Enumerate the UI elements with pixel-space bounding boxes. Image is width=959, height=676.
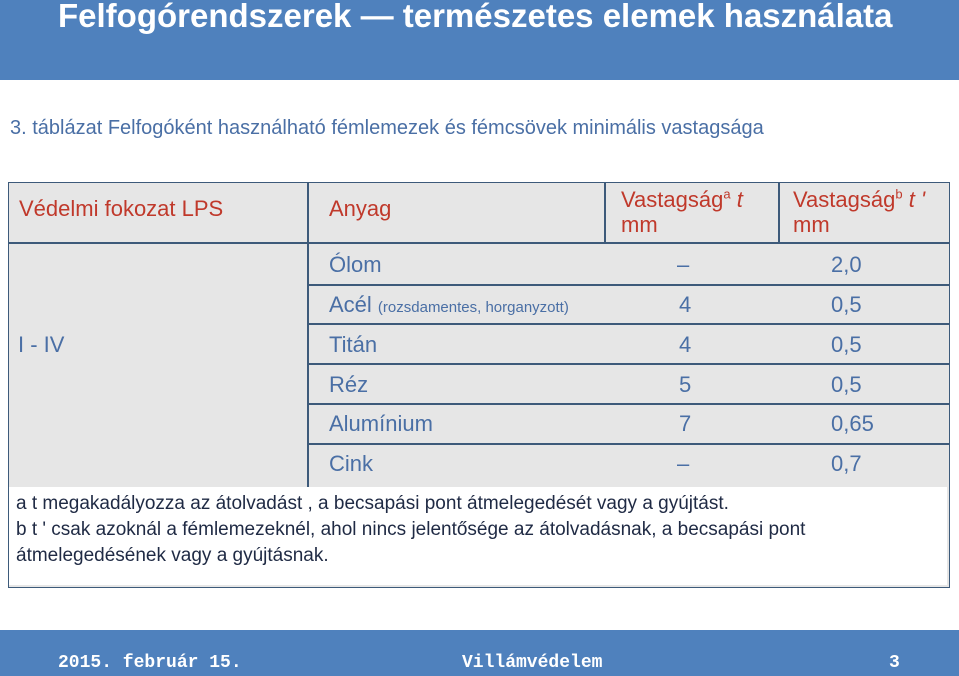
header-thickness-t-var: t [730, 187, 743, 212]
footnote-b-continued: átmelegedésének vagy a gyújtásnak. [16, 545, 329, 566]
header-divider-3 [778, 183, 780, 242]
footer-date: 2015. február 15. [58, 653, 242, 673]
material-cell: Alumínium [329, 411, 433, 436]
table-footnotes [9, 487, 947, 585]
table-caption: 3. táblázat Felfogóként használható fémlemezek és fémcsövek minimális vastagsága [10, 117, 764, 139]
material-cell: Ólom [329, 252, 382, 277]
row-rule-4 [307, 403, 949, 405]
thickness-t-cell: 4 [679, 332, 692, 357]
footnote-b: b t ' csak azoknál a fémlemezeknél, ahol nincs jelentősége az átolvadásnak, a becsapási pont [16, 519, 806, 540]
slide-title: Felfogórendszerek — természetes elemek használata [58, 0, 893, 34]
row-rule-3 [307, 363, 949, 365]
thickness-table [8, 182, 950, 588]
thickness-t2-cell: 0,7 [831, 451, 862, 476]
page-number: 3 [889, 653, 900, 673]
header-thickness-t [621, 187, 743, 237]
material-name: Acél [329, 292, 372, 317]
header-divider-2 [604, 183, 606, 242]
thickness-t-cell: 7 [679, 411, 692, 436]
row-rule-2 [307, 323, 949, 325]
row-rule-1 [307, 284, 949, 286]
material-cell [329, 292, 569, 318]
header-thickness-t2-unit: mm [793, 212, 830, 237]
header-thickness-t2-label: Vastagság [793, 187, 896, 212]
header-thickness-t2-var: t ' [902, 187, 926, 212]
material-cell: Cink [329, 451, 374, 476]
header-thickness-t-label: Vastagság [621, 187, 724, 212]
lps-class-value: I - IV [18, 332, 65, 357]
footnote-a: a t megakadályozza az átolvadást , a becsapási pont átmelegedését vagy a gyújtást. [16, 493, 729, 514]
footer-topic: Villámvédelem [462, 653, 603, 673]
thickness-t-cell: – [677, 252, 690, 277]
material-cell: Titán [329, 332, 378, 357]
row-rule-5 [307, 443, 949, 445]
thickness-t2-cell: 0,5 [831, 372, 862, 397]
material-cell: Réz [329, 372, 369, 397]
thickness-t-cell: – [677, 451, 690, 476]
thickness-t2-cell: 0,65 [831, 411, 874, 436]
header-divider-1 [307, 183, 309, 242]
thickness-t2-cell: 2,0 [831, 252, 862, 277]
thickness-t2-cell: 0,5 [831, 292, 862, 317]
header-lps: Védelmi fokozat LPS [19, 196, 224, 221]
header-thickness-t2 [793, 187, 925, 237]
header-thickness-t-sup: a [723, 186, 731, 202]
header-rule [9, 242, 949, 244]
thickness-t-cell: 5 [679, 372, 692, 397]
thickness-t-cell: 4 [679, 292, 692, 317]
header-material: Anyag [329, 196, 392, 221]
header-thickness-t2-sup: b [895, 186, 903, 202]
thickness-t2-cell: 0,5 [831, 332, 862, 357]
material-note: (rozsdamentes, horganyzott) [377, 299, 569, 316]
header-thickness-t-unit: mm [621, 212, 658, 237]
